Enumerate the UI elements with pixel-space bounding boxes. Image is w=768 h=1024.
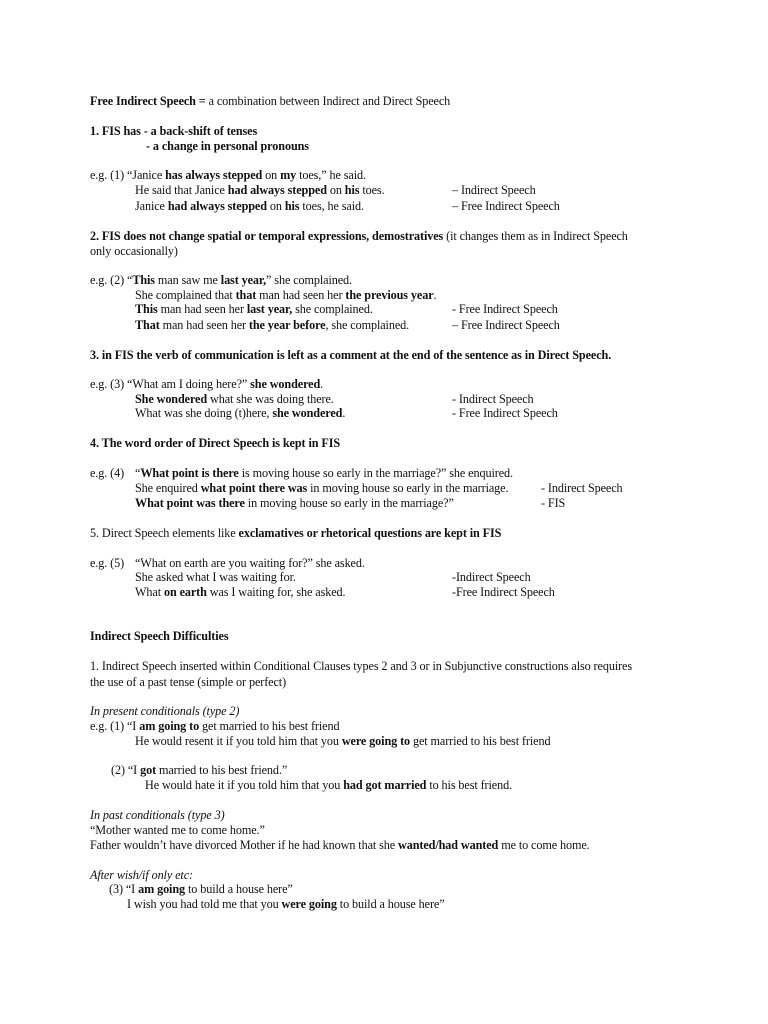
wish-example-quote: (3) “I am going to build a house here” (109, 882, 293, 896)
label-free-indirect-speech: -Free Indirect Speech (452, 585, 555, 599)
example-5-indirect: She asked what I was waiting for. (135, 570, 296, 584)
example-4-number: e.g. (4) (90, 466, 125, 480)
label-indirect-speech: - Indirect Speech (452, 392, 534, 406)
example-2-indirect: She complained that that man had seen her the previous year. (135, 288, 437, 302)
isd-intro-line-1: 1. Indirect Speech inserted within Conditional Clauses types 2 and 3 or in Subjunctive constructions also requires (90, 659, 633, 673)
fis-title: Free Indirect Speech = a combination between Indirect and Direct Speech (90, 94, 451, 108)
example-4-indirect: She enquired what point there was in moving house so early in the marriage. (135, 481, 509, 495)
past-example-quote: “Mother wanted me to come home.” (90, 823, 265, 837)
example-2: e.g. (2) “This man saw me last year,” she complained. (90, 273, 352, 287)
label-indirect-speech: – Indirect Speech (452, 183, 536, 197)
present-conditionals-heading: In present conditionals (type 2) (90, 704, 240, 718)
label-free-indirect-speech: – Free Indirect Speech (452, 318, 560, 332)
section-1-heading: 1. FIS has - a back-shift of tenses (90, 124, 258, 138)
label-free-indirect-speech: – Free Indirect Speech (452, 199, 560, 213)
example-4-fis: What point was there in moving house so early in the marriage?” (135, 496, 454, 510)
example-5-fis: What on earth was I waiting for, she asked. (135, 585, 346, 599)
isd-title: Indirect Speech Difficulties (90, 629, 229, 643)
example-2-fis-a: This man had seen her last year, she complained. (135, 302, 373, 316)
past-example-reported: Father wouldn’t have divorced Mother if he had known that she wanted/had wanted me to come home. (90, 838, 590, 852)
example-1-fis: Janice had always stepped on his toes, he said. (135, 199, 364, 213)
example-3-fis: What was she doing (t)here, she wondered. (135, 406, 346, 420)
example-1-indirect: He said that Janice had always stepped on his toes. (135, 183, 385, 197)
example-1: e.g. (1) “Janice has always stepped on my toes,” he said. (90, 168, 366, 182)
example-5-number: e.g. (5) (90, 556, 125, 570)
example-4: “What point is there is moving house so early in the marriage?” she enquired. (135, 466, 513, 480)
label-indirect-speech: - Indirect Speech (541, 481, 623, 495)
section-5-heading: 5. Direct Speech elements like exclamatives or rhetorical questions are kept in FIS (90, 526, 502, 540)
label-indirect-speech: -Indirect Speech (452, 570, 531, 584)
example-2-fis-b: That man had seen her the year before, she complained. (135, 318, 410, 332)
section-2-heading-cont: only occasionally) (90, 244, 178, 258)
example-3-indirect: She wondered what she was doing there. (135, 392, 334, 406)
present-example-1: e.g. (1) “I am going to get married to his best friend (90, 719, 340, 733)
label-fis: - FIS (541, 496, 566, 510)
wish-heading: After wish/if only etc: (90, 868, 193, 882)
present-example-2: (2) “I got married to his best friend.” (111, 763, 288, 777)
section-1-heading-2: - a change in personal pronouns (146, 139, 309, 153)
present-example-2-reported: He would hate it if you told him that you had got married to his best friend. (145, 778, 513, 792)
example-5: “What on earth are you waiting for?” she asked. (135, 556, 365, 570)
wish-example-reported: I wish you had told me that you were going to build a house here” (127, 897, 445, 911)
section-2-heading: 2. FIS does not change spatial or temporal expressions, demostratives (it changes them as in Indirect Speech (90, 229, 628, 243)
label-free-indirect-speech: - Free Indirect Speech (452, 406, 558, 420)
example-3: e.g. (3) “What am I doing here?” she wondered. (90, 377, 324, 391)
past-conditionals-heading: In past conditionals (type 3) (90, 808, 225, 822)
label-free-indirect-speech: - Free Indirect Speech (452, 302, 558, 316)
present-example-1-reported: He would resent it if you told him that you were going to get married to his best friend (135, 734, 551, 748)
section-3-heading: 3. in FIS the verb of communication is left as a comment at the end of the sentence as in Direct Speech. (90, 348, 612, 362)
section-4-heading: 4. The word order of Direct Speech is kept in FIS (90, 436, 341, 450)
isd-intro-line-2: the use of a past tense (simple or perfect) (90, 675, 287, 689)
